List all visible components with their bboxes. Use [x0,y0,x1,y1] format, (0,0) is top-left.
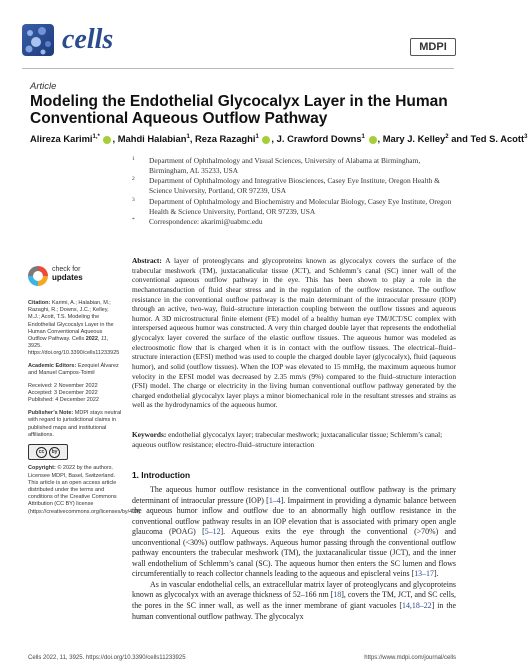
author-name[interactable]: Alireza Karimi [30,133,93,145]
sidebar-metadata [28,300,142,521]
keywords-label: Keywords: [132,430,167,439]
affiliation-text: Department of Ophthalmology and Biochemistry and Molecular Biology, Casey Eye Institute, Oregon Health & Science University, Portland, OR 97239, USA [149,196,452,216]
citation-label: Citation: [28,300,51,306]
abstract-text: A layer of proteoglycans and glycoproteins known as glycocalyx covers the surface of the trabecular meshwork (TM), juxtacanalicular tissue (JCT), and Schlemm’s canal (SC) inner wall of the conventional aqueous outflow pathway in the eye. This has been shown to play a role in the mechanotransduction of fluid shear stress and in the regulation of the outflow resistance. The outflow resistance in the conventional outflow pathway is the main determinant of the intraocular pressure (IOP) through an active, two-way, fluid–structure interaction coupling between the outflow tissues and aqueous humor. A 3D microstructural finite element (FE) model of a healthy human eye TM/JCT/SC complex with interspersed aqueous humor was constructed. A very thin charged double layer that represents the endothelial glycocalyx layer covered the surface of the elastic outflow tissues. The aqueous humor was modeled as electroosmotic flow that is charged when it is in contact with the outflow tissues. The electrical–fluid–structure interaction (EFSI) method was used to couple the charged double layer (glycocalyx), fluid (aqueous humor), and solid (outflow tissues). When the IOP was elevated to 15 mmHg, the maximum aqueous humor velocity in the EFSI model was decreased by 2.35 mm/s (9%) compared to the fluid–structure interaction (FSI) model. The charge or electricity in the living human conventional outflow pathway generated by the charged endothelial glycocalyx layer plays a minor biomechanical role in the resultant stresses and strains as well as the hydrodynamics of the aqueous humor. [132,256,456,410]
citation-text: Karimi, A.; Halabian, M.; Razaghi, R.; Downs, J.C.; Kelley, M.J.; Acott, T.S. Modeling the Endothelial Glycocalyx Layer in the Human Conventional Aqueous Outflow Pathway. Cells [28,300,114,343]
accepted-date: Accepted: 3 December 2022 [28,390,98,397]
author-name[interactable]: Mahdi Halabian [117,133,187,145]
header-divider [22,68,454,69]
publisher-logo: MDPI [410,38,456,56]
dates-block [28,383,122,405]
author-affiliation-mark: 1,* [92,134,100,140]
affiliation-number: * [132,217,135,224]
cc-by-license-badge[interactable] [28,444,68,460]
citation-volume: 11 [101,336,107,343]
affiliation-item [132,217,452,227]
author-name[interactable]: Reza Razaghi [195,133,256,145]
received-date: Received: 2 November 2022 [28,383,98,390]
orcid-icon[interactable] [262,136,270,144]
journal-name: cells [62,24,114,55]
affiliation-text: Department of Ophthalmology and Visual Sciences, University of Alabama at Birmingham, Birmingham, AL 35233, USA [149,156,421,175]
page-footer-journal-link[interactable]: https://www.mdpi.com/journal/cells [364,655,456,661]
journal-logo [22,24,54,56]
orcid-icon[interactable] [369,136,377,144]
keywords-text: endothelial glycocalyx layer; trabecular meshwork; juxtacanalicular tissue; Schlemm’s canal; aqueous outflow resistance; electro-fluid–structure interaction [132,430,443,449]
affiliation-text: Department of Ophthalmology and Integrative Biosciences, Casey Eye Institute, Oregon Health & Science University, Portland, OR 97239, USA [149,176,440,196]
abstract-label: Abstract: [132,256,162,265]
affiliation-item [132,197,452,216]
citation-year: 2022 [85,336,98,343]
copyright-block [28,465,142,515]
author-affiliation-mark: 1 [361,134,365,140]
citation-link[interactable]: 14,18–22 [402,601,432,611]
article-title: Modeling the Endothelial Glycocalyx Layer in the Human Conventional Aqueous Outflow Pathway [30,93,448,127]
author-affiliation-mark: 1 [255,134,259,140]
author-affiliation-mark: 3 [524,134,528,140]
author-affiliation-mark: 1 [186,134,190,140]
paragraph: As in vascular endothelial cells, an extracellular matrix layer of proteoglycans and glycoproteins known as glycocalyx with an average thickness of 52–166 nm [18], covers the TM, JCT, and SC cells, the pores in the SC inner wall, as well as the inner membrane of giant vacuoles [14,18–22] in the human conventional outflow pathway. The glycocalyx [132,579,456,621]
citation-link[interactable]: 5–12 [204,527,221,537]
author-list: Alireza Karimi$^{1,*}$ , Mahdi Halabian$^1$, Reza Razaghi$^1$ , J. Crawford Downs$^1$ , Mary J. Kelley$^2$ and Ted S. Acott$^3$ [30,133,528,145]
article-type: Article [30,81,57,92]
check-for-updates-button[interactable] [28,264,108,290]
affiliation-list [132,156,452,228]
author-affiliation-mark: 2 [445,134,449,140]
section-heading: 1. Introduction [132,470,191,480]
author-name[interactable]: Mary J. Kelley [382,133,446,145]
copyright-label: Copyright: [28,465,56,472]
by-icon: by [49,447,60,458]
page-footer-citation[interactable]: Cells 2022, 11, 3925. https://doi.org/10.3390/cells11233925 [28,655,186,661]
affiliation-item [132,156,452,175]
check-updates-label: check for updates [52,266,83,282]
check-updates-icon [28,266,48,286]
author-name[interactable]: J. Crawford Downs [276,133,362,145]
editors-block [28,363,122,377]
copyright-text: © 2022 by the authors. Licensee MDPI, Basel, Switzerland. This article is an open access article distributed under the terms and conditions of the Creative Commons Attribution (CC BY) license (https://creativecommons.org/licenses/by/4.0/). [28,465,142,515]
publisher-note-text: MDPI stays neutral with regard to jurisdictional claims in published maps and institutional affiliations. [28,410,122,438]
publisher-note-label: Publisher’s Note: [28,410,74,417]
citation-link[interactable]: 1–4 [268,495,281,505]
correspondence-text[interactable]: Correspondence: akarimi@uabmc.edu [149,217,263,227]
editors-label: Academic Editors: [28,363,77,370]
citation-link[interactable]: 18 [333,590,342,600]
author-name[interactable]: Ted S. Acott [470,133,525,145]
citation-block: Citation: Karimi, A.; Halabian, M.; Razaghi, R.; Downs, J.C.; Kelley, M.J.; Acott, T.S. Modeling the Endothelial Glycocalyx Layer in the Human Conventional Aqueous Outflow Pathway. Cells 2022, 11, 3925. https://doi.org/10.3390/cells11233925 [28,300,120,357]
publisher-note [28,410,122,439]
cc-icon: cc [36,447,47,458]
abstract [132,256,456,410]
orcid-icon[interactable] [103,136,111,144]
introduction-body [132,485,456,622]
affiliation-number: 3 [132,196,135,203]
published-date: Published: 4 December 2022 [28,397,99,404]
editors-text: Ezequiel Álvarez and Manuel Campos-Toimil [28,363,119,377]
affiliation-number: 1 [132,156,135,162]
citation-link[interactable]: 13–17 [414,569,434,579]
affiliation-item [132,176,452,195]
paragraph: The aqueous humor outflow resistance in the conventional outflow pathway is the primary determinant of intraocular pressure (IOP) [1–4]. Impairment in providing a dynamic balance between the aqueous humor inflow and outflow due to an abnormally high outflow resistance in the conventional outflow pathway results in an IOP elevation that is associated with primary open angle glaucoma (POAG) [5–12]. Aqueous exits the eye through the conventional (>70%) and unconventional (<30%) outflow pathways. Aqueous humor passing through the conventional outflow pathway encounters the trabecular meshwork (TM), the juxtacanalicular tissue (JCT), and the inner wall endothelium of Schlemm’s canal (SC). The aqueous humor then enters the SC lumen and flows circumferentially to reach collector channels leading to the aqueous and episcleral veins [13–17]. [132,485,457,579]
keywords [132,430,456,449]
citation-doi[interactable]: , 3925. https://doi.org/10.3390/cells11233925 [28,336,120,357]
affiliation-number: 2 [132,176,135,183]
